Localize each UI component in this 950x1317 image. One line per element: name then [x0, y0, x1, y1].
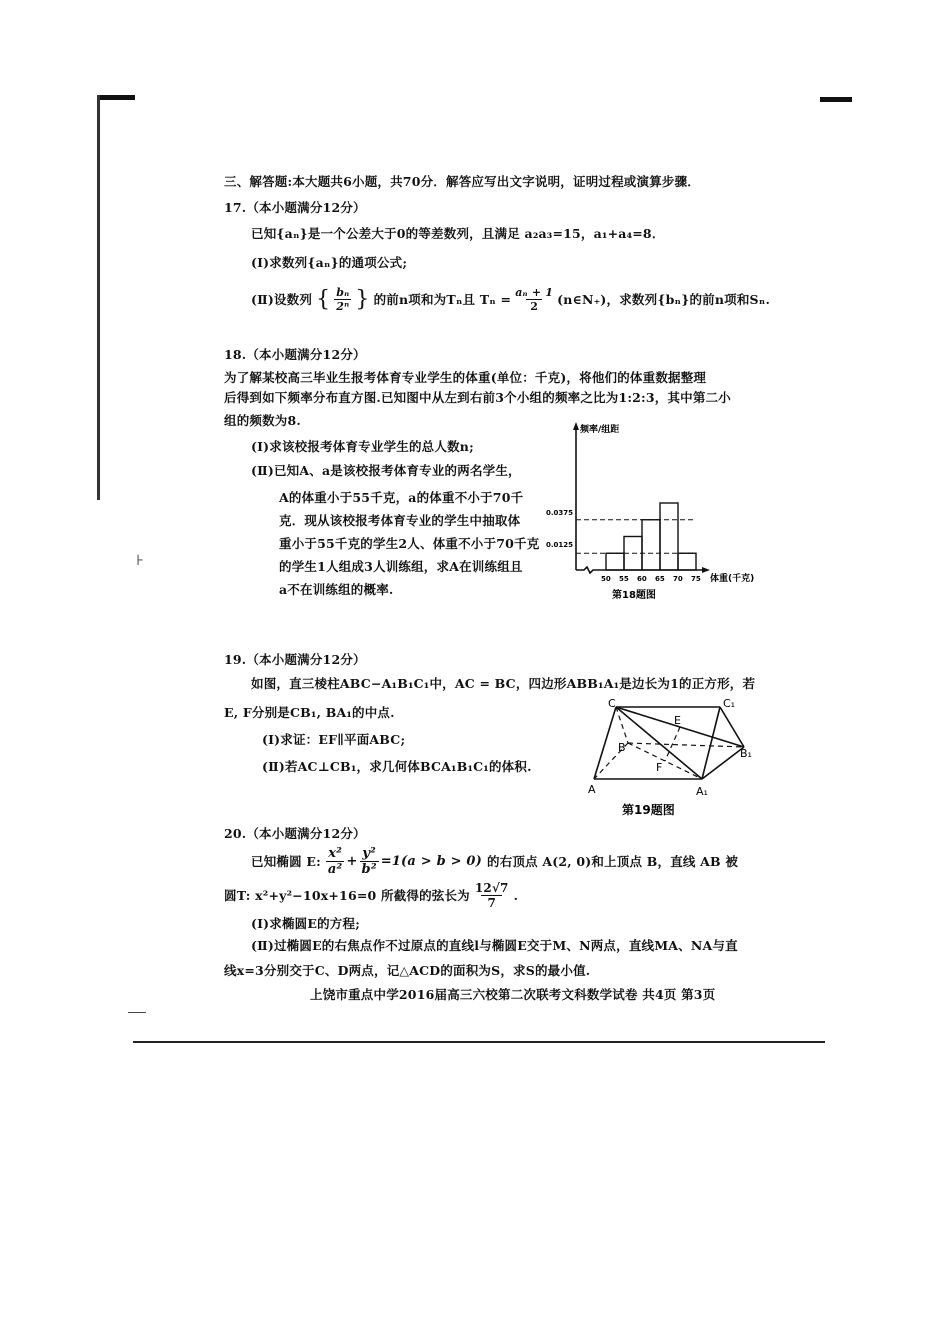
q18-part2-l4: 重小于55千克的学生2人、体重不小于70千克	[279, 536, 540, 551]
prism-caption: 第19题图	[622, 803, 675, 817]
histogram-q18	[540, 420, 755, 605]
histogram-xlabel: 体重(千克)	[710, 574, 755, 584]
q17-frac-num: bₙ	[336, 285, 350, 299]
q20-part2-l1: (Ⅱ)过椭圆E的右焦点作不过原点的直线l与椭圆E交于M、N两点，直线MA、NA与直	[251, 938, 738, 953]
page-footer: 上饶市重点中学2016届高三六校第二次联考文科数学试卷 共4页 第3页	[310, 987, 716, 1002]
histogram-ylabel: 频率/组距	[580, 425, 620, 435]
label-B: B	[618, 741, 626, 754]
q20-chord-den: 7	[481, 895, 502, 910]
q20-line2-intro: 圆T: x²+y²−10x+16=0 所截得的弦长为	[224, 888, 470, 903]
histogram-bar-50-55	[606, 553, 624, 570]
q20-title: 20.（本小题满分12分）	[224, 826, 366, 841]
q19-line2: E, F分别是CB₁, BA₁的中点.	[224, 705, 395, 720]
histogram-y-tick-0125: 0.0125	[546, 541, 574, 549]
histogram-caption: 第18题图	[612, 590, 656, 601]
scan-mark-left-edge	[97, 95, 100, 500]
q20-ellipse-equation: x² a² + $\frac{\text{y²}}{\text{b²}}$ =1(a > b > 0)	[327, 845, 483, 877]
label-E: E	[674, 714, 681, 727]
q18-part1: (Ⅰ)求该校报考体育专业学生的总人数n;	[251, 439, 474, 454]
q20-chord-fraction	[475, 881, 509, 910]
prism-solid-edges	[594, 707, 744, 779]
histogram-bar-65-70	[660, 503, 678, 570]
q19-line1: 如图，直三棱柱ABC−A₁B₁C₁中，AC = BC，四边形ABB₁A₁是边长为1的正方形，若	[251, 676, 756, 691]
q17-fraction-b	[334, 286, 351, 313]
histogram-x-tick-60: 60	[637, 575, 647, 583]
histogram-bar-60-65	[642, 520, 660, 570]
q18-part2-l6: a不在训练组的概率.	[279, 582, 394, 597]
q18-part2-l5: 的学生1人组成3人训练组，求A在训练组且	[279, 559, 523, 574]
label-C1: C₁	[723, 697, 736, 710]
q18-part2-l2: A的体重小于55千克，a的体重不小于70千	[279, 490, 524, 505]
histogram-x-tick-70: 70	[673, 575, 683, 583]
q17-part2-mid: 的前n项和为Tₙ且 Tₙ =	[373, 292, 512, 307]
q17-title: 17.（本小题满分12分）	[224, 200, 366, 215]
q17-t-num: aₙ + 1	[515, 285, 554, 299]
scan-mark-top-left	[97, 95, 135, 100]
q18-line3: 组的频数为8.	[224, 413, 301, 428]
q20-line1-rest: 的右顶点 A(2, 0)和上顶点 B，直线 AB 被	[487, 854, 739, 869]
label-A: A	[588, 783, 596, 796]
prism-hidden-edges	[594, 707, 744, 779]
q18-line1: 为了解某校高三毕业生报考体育专业学生的体重(单位：千克)，将他们的体重数据整理	[224, 370, 707, 385]
histogram-x-arrow	[702, 567, 710, 573]
q20-part1: (Ⅰ)求椭圆E的方程;	[251, 916, 361, 931]
q20-line1	[251, 842, 738, 880]
q17-part2-end: (n∈N₊)，求数列{bₙ}的前n项和Sₙ.	[557, 292, 770, 307]
q20-line1-intro: 已知椭圆 E:	[251, 854, 321, 869]
histogram-marks	[573, 422, 710, 583]
q20-line2	[224, 876, 518, 914]
q17-frac-den: 2ⁿ	[336, 299, 350, 313]
histogram-bar-70-75	[678, 553, 696, 570]
histogram-x-tick-75: 75	[691, 575, 701, 583]
histogram-y-arrow	[573, 422, 579, 430]
label-F: F	[656, 761, 663, 774]
q18-line2: 后得到如下频率分布直方图.已知图中从左到右前3个小组的频率之比为1:2:3，其中第二小	[224, 390, 731, 405]
q17-part2	[251, 280, 770, 318]
label-A1: A₁	[696, 785, 708, 798]
section-header: 三、解答题:本大题共6小题，共70分．解答应写出文字说明，证明过程或演算步骤．	[224, 174, 701, 189]
scan-mark-binding-hole: ⊦	[136, 553, 144, 569]
histogram-x-tick-55: 55	[619, 575, 629, 583]
scan-line-bottom	[133, 1041, 825, 1043]
histogram-x-tick-65: 65	[655, 575, 665, 583]
q18-part2-l1: (Ⅱ)已知A、a是该校报考体育专业的两名学生，	[251, 463, 521, 478]
q19-part1: (Ⅰ)求证：EF∥平面ABC;	[262, 732, 406, 747]
q20-line2-period: .	[513, 887, 519, 903]
q17-brace-right: }	[355, 286, 370, 312]
prism-figure-q19	[578, 695, 778, 820]
q20-chord-num: 12√7	[474, 880, 509, 895]
q18-title: 18.（本小题满分12分）	[224, 347, 366, 362]
q17-brace-left: {	[316, 286, 331, 312]
q19-part2: (Ⅱ)若AC⊥CB₁，求几何体BCA₁B₁C₁的体积.	[262, 759, 532, 774]
q20-part2-l2: 线x=3分别交于C、D两点，记△ACD的面积为S，求S的最小值.	[224, 963, 591, 978]
q19-title: 19.（本小题满分12分）	[224, 652, 366, 667]
histogram-x-tick-50: 50	[601, 575, 611, 583]
q17-t-den: 2	[526, 299, 542, 313]
scan-mark-left-bottom	[128, 1012, 146, 1013]
q17-fraction-t	[515, 286, 553, 313]
histogram-y-tick-0375: 0.0375	[546, 509, 574, 517]
scan-mark-top-right	[820, 97, 852, 102]
q18-part2-l3: 克．现从该校报考体育专业的学生中抽取体	[279, 513, 521, 528]
q17-part1: (Ⅰ)求数列{aₙ}的通项公式;	[251, 255, 408, 270]
q17-part2-intro: (Ⅱ)设数列	[251, 292, 313, 307]
q17-stem: 已知{aₙ}是一个公差大于0的等差数列，且满足 a₂a₃=15，a₁+a₄=8．	[251, 226, 665, 241]
label-B1: B₁	[740, 747, 752, 760]
label-C: C	[608, 697, 616, 710]
